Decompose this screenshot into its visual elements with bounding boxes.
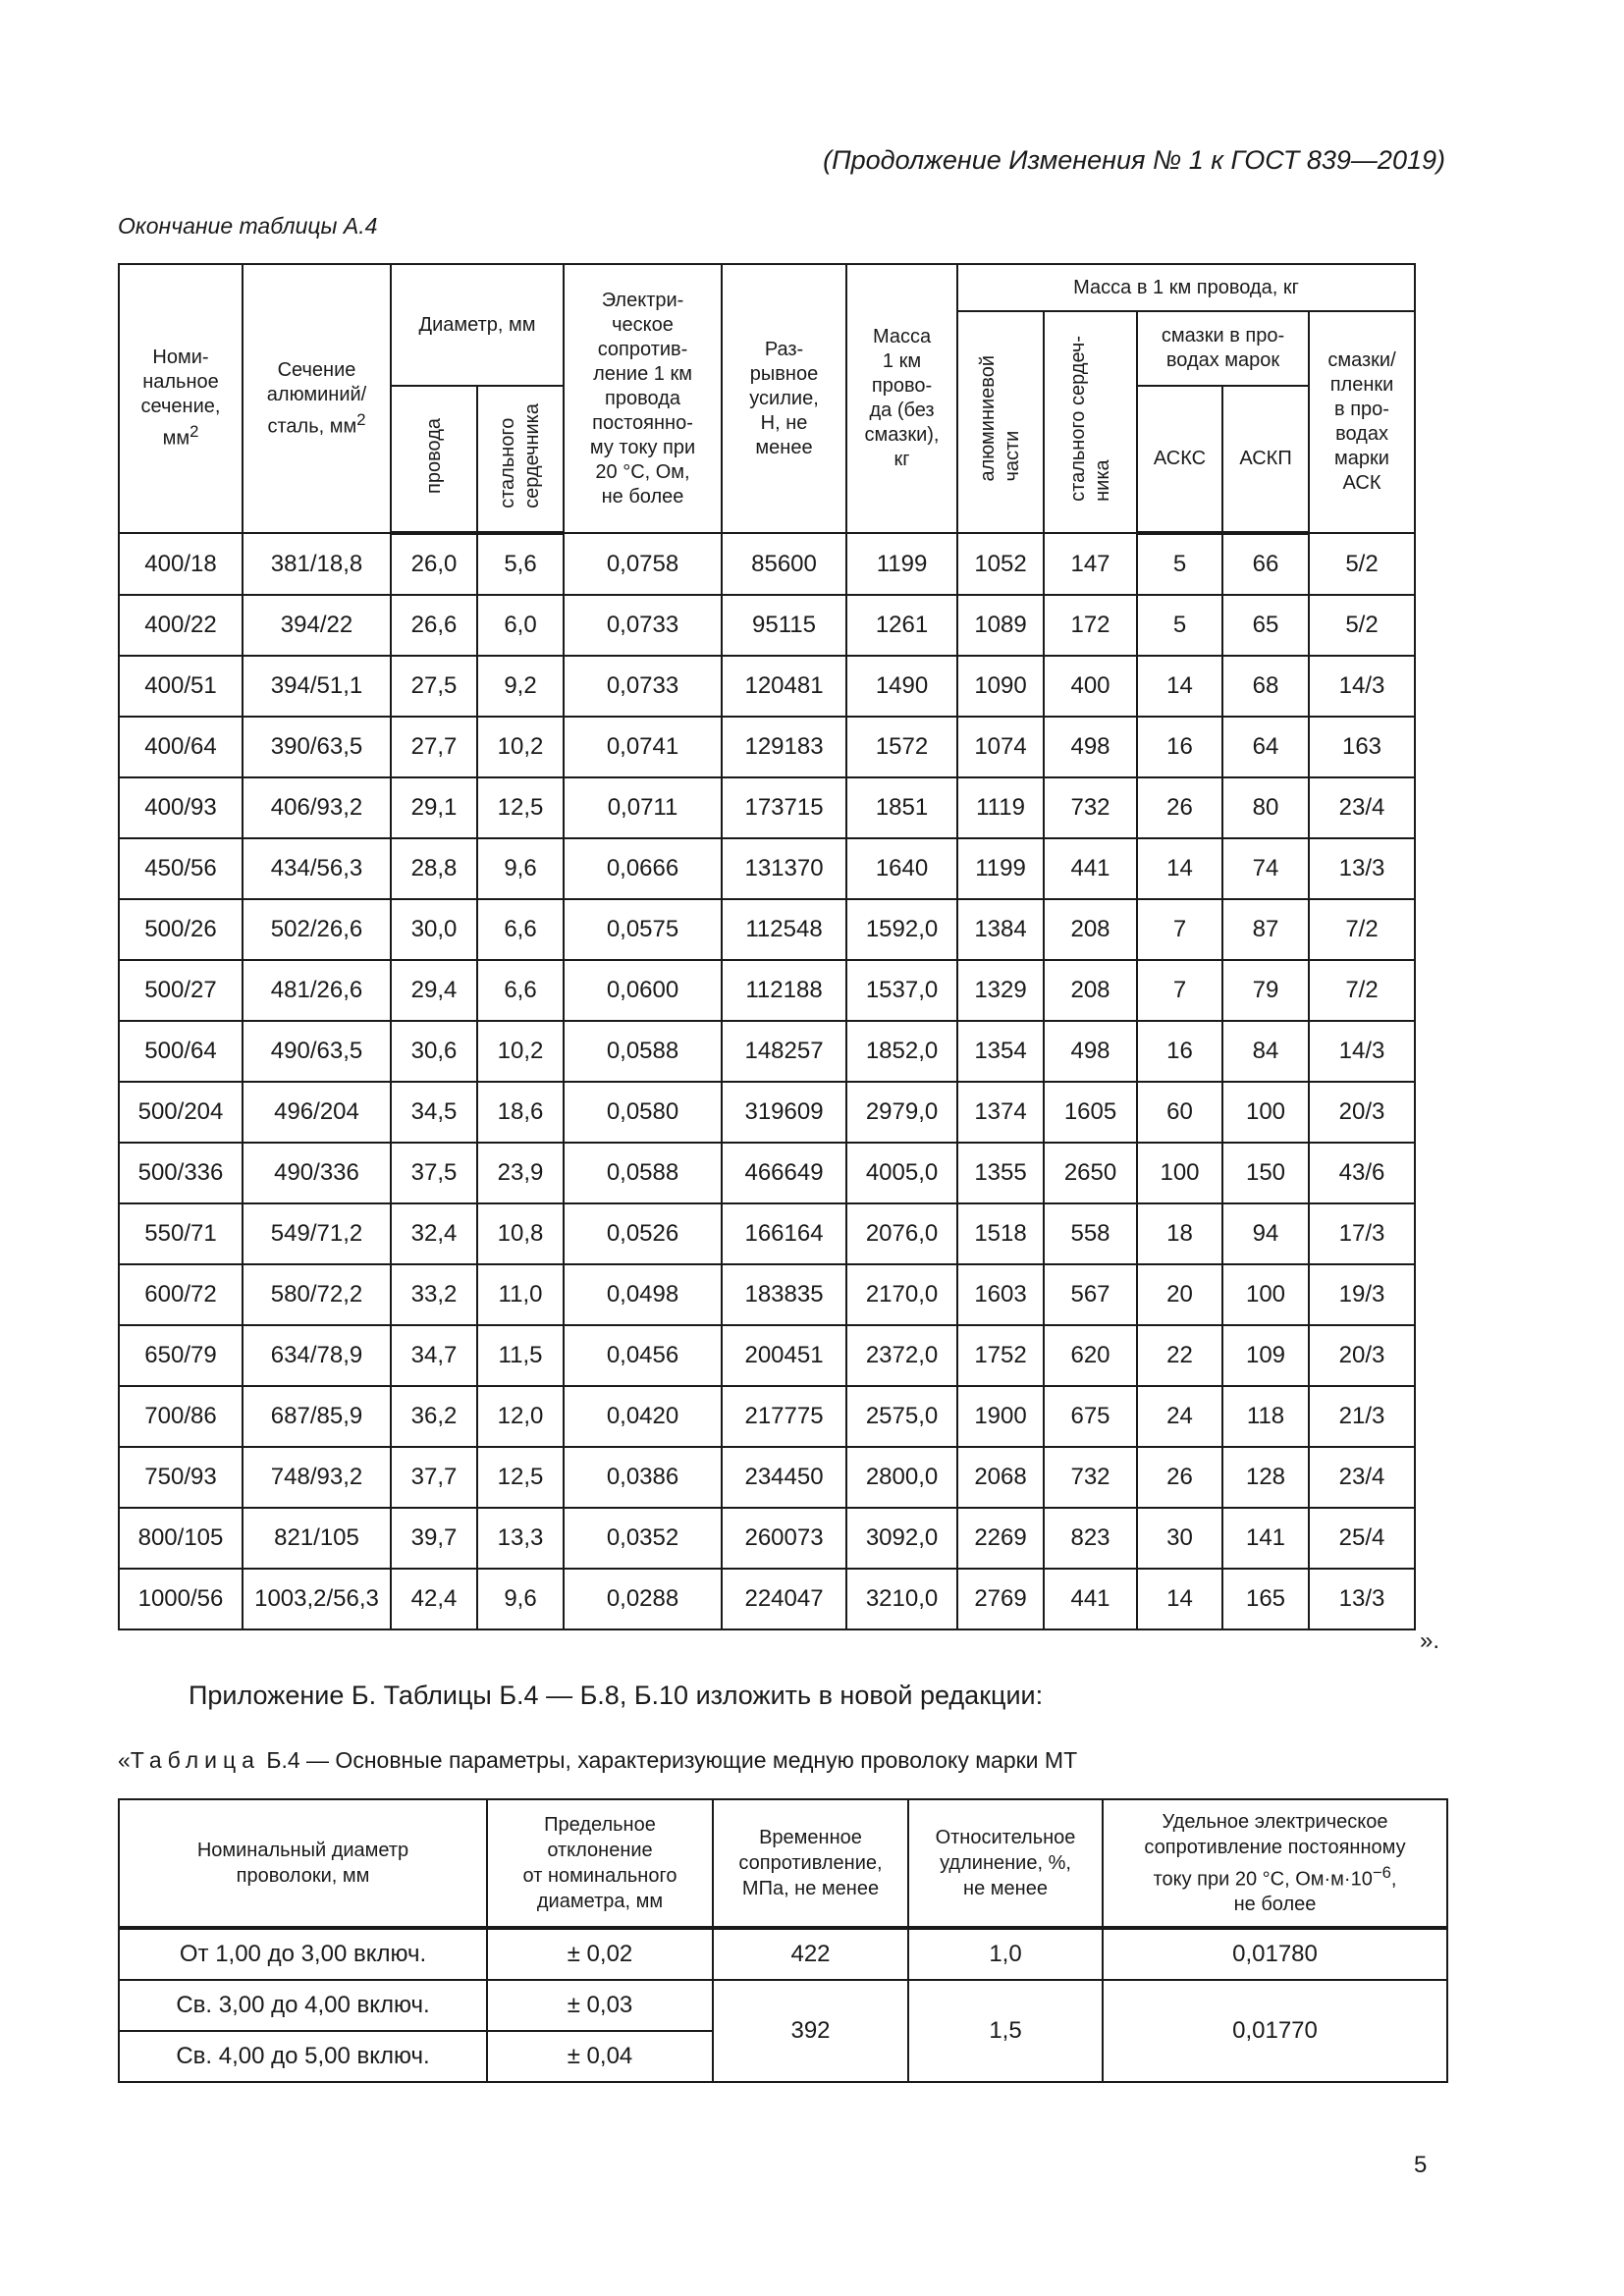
table-row <box>119 838 1415 899</box>
cell-nominal-section: 750/93 <box>119 1447 243 1508</box>
cell-mass-steel: 147 <box>1044 533 1137 595</box>
cell-nominal-section: 500/64 <box>119 1021 243 1082</box>
cell-diameter-wire: 27,7 <box>391 717 477 777</box>
cell-mass-steel: 558 <box>1044 1203 1137 1264</box>
header-grease-acks: АСКС <box>1137 386 1222 533</box>
cell-grease-acks: 5 <box>1137 533 1222 595</box>
cell-deviation: ± 0,02 <box>487 1928 713 1980</box>
cell-mass-steel: 567 <box>1044 1264 1137 1325</box>
cell-grease-acks: 16 <box>1137 1021 1222 1082</box>
cell-diameter-wire: 39,7 <box>391 1508 477 1569</box>
cell-mass-wire: 2979,0 <box>846 1082 957 1143</box>
cell-section: 634/78,9 <box>243 1325 391 1386</box>
cell-breaking-force: 129183 <box>722 717 846 777</box>
cell-diameter-core: 9,2 <box>477 656 564 717</box>
cell-nominal-section: 500/336 <box>119 1143 243 1203</box>
cell-mass-aluminium: 1900 <box>957 1386 1044 1447</box>
cell-mass-aluminium: 1603 <box>957 1264 1044 1325</box>
cell-mass-steel: 498 <box>1044 1021 1137 1082</box>
cell-section: 406/93,2 <box>243 777 391 838</box>
cell-resistance: 0,0575 <box>564 899 722 960</box>
cell-mass-aluminium: 1752 <box>957 1325 1044 1386</box>
header-mass-group: Масса в 1 км провода, кг <box>957 264 1415 311</box>
cell-mass-steel: 620 <box>1044 1325 1137 1386</box>
cell-resistance: 0,0386 <box>564 1447 722 1508</box>
cell-resistance: 0,0352 <box>564 1508 722 1569</box>
cell-mass-steel: 172 <box>1044 595 1137 656</box>
cell-diameter-wire: 30,6 <box>391 1021 477 1082</box>
cell-nominal-section: 400/93 <box>119 777 243 838</box>
table-row <box>119 960 1415 1021</box>
cell-elongation: 1,0 <box>908 1928 1103 1980</box>
header-elongation: Относительное удлинение, %, не менее <box>908 1799 1103 1928</box>
cell-section: 490/336 <box>243 1143 391 1203</box>
cell-mass-aluminium: 1089 <box>957 595 1044 656</box>
cell-diameter-core: 6,0 <box>477 595 564 656</box>
cell-diameter-core: 10,8 <box>477 1203 564 1264</box>
header-nominal-section: Номи- нальное сечение, $мм^2$ <box>119 264 243 533</box>
cell-mass-aluminium: 1355 <box>957 1143 1044 1203</box>
cell-grease-ackp: 84 <box>1222 1021 1309 1082</box>
header-diameter-wire: провода <box>391 386 477 533</box>
cell-diameter-wire: 36,2 <box>391 1386 477 1447</box>
cell-mass-aluminium: 1052 <box>957 533 1044 595</box>
cell-mass-aluminium: 1329 <box>957 960 1044 1021</box>
cell-nominal-section: 400/22 <box>119 595 243 656</box>
table-row <box>119 533 1415 595</box>
table-row <box>119 1325 1415 1386</box>
cell-tensile: 392 <box>713 1980 908 2082</box>
table-row <box>119 1264 1415 1325</box>
cell-grease-film-ack: 25/4 <box>1309 1508 1415 1569</box>
cell-diameter-core: 12,5 <box>477 777 564 838</box>
cell-section: 390/63,5 <box>243 717 391 777</box>
cell-diameter-core: 6,6 <box>477 960 564 1021</box>
cell-diameter: Св. 3,00 до 4,00 включ. <box>119 1980 487 2031</box>
cell-section: 1003,2/56,3 <box>243 1569 391 1629</box>
table-row <box>119 1508 1415 1569</box>
cell-nominal-section: 650/79 <box>119 1325 243 1386</box>
cell-grease-acks: 14 <box>1137 1569 1222 1629</box>
cell-breaking-force: 217775 <box>722 1386 846 1447</box>
cell-mass-wire: 1490 <box>846 656 957 717</box>
cell-grease-acks: 20 <box>1137 1264 1222 1325</box>
table-row <box>119 899 1415 960</box>
cell-mass-steel: 675 <box>1044 1386 1137 1447</box>
cell-mass-wire: 1537,0 <box>846 960 957 1021</box>
cell-resistance: 0,0498 <box>564 1264 722 1325</box>
cell-breaking-force: 166164 <box>722 1203 846 1264</box>
cell-grease-acks: 60 <box>1137 1082 1222 1143</box>
table-row <box>119 1928 1447 1980</box>
table-row <box>119 656 1415 717</box>
cell-nominal-section: 500/26 <box>119 899 243 960</box>
cell-grease-film-ack: 14/3 <box>1309 1021 1415 1082</box>
header-breaking-force: Раз- рывное усилие, Н, не менее <box>722 264 846 533</box>
table-b4 <box>118 1798 1448 2083</box>
cell-mass-aluminium: 2269 <box>957 1508 1044 1569</box>
cell-section: 381/18,8 <box>243 533 391 595</box>
cell-section: 821/105 <box>243 1508 391 1569</box>
cell-grease-film-ack: 13/3 <box>1309 1569 1415 1629</box>
cell-resistance: 0,0580 <box>564 1082 722 1143</box>
cell-grease-film-ack: 43/6 <box>1309 1143 1415 1203</box>
cell-grease-acks: 26 <box>1137 777 1222 838</box>
cell-grease-ackp: 118 <box>1222 1386 1309 1447</box>
cell-resistance: 0,0711 <box>564 777 722 838</box>
cell-grease-ackp: 100 <box>1222 1082 1309 1143</box>
running-head: (Продолжение Изменения № 1 к ГОСТ 839—2019) <box>823 145 1445 175</box>
cell-section: 549/71,2 <box>243 1203 391 1264</box>
cell-grease-ackp: 79 <box>1222 960 1309 1021</box>
cell-breaking-force: 173715 <box>722 777 846 838</box>
cell-mass-wire: 2575,0 <box>846 1386 957 1447</box>
cell-section: 502/26,6 <box>243 899 391 960</box>
cell-diameter-wire: 26,0 <box>391 533 477 595</box>
cell-section: 434/56,3 <box>243 838 391 899</box>
cell-diameter-wire: 42,4 <box>391 1569 477 1629</box>
cell-diameter-core: 23,9 <box>477 1143 564 1203</box>
cell-grease-ackp: 141 <box>1222 1508 1309 1569</box>
cell-mass-wire: 1592,0 <box>846 899 957 960</box>
cell-grease-acks: 16 <box>1137 717 1222 777</box>
cell-section: 394/51,1 <box>243 656 391 717</box>
cell-breaking-force: 224047 <box>722 1569 846 1629</box>
cell-diameter: От 1,00 до 3,00 включ. <box>119 1928 487 1980</box>
cell-mass-aluminium: 2068 <box>957 1447 1044 1508</box>
cell-section: 496/204 <box>243 1082 391 1143</box>
cell-diameter-wire: 34,5 <box>391 1082 477 1143</box>
header-grease-group: смазки в про- водах марок <box>1137 311 1309 386</box>
cell-breaking-force: 148257 <box>722 1021 846 1082</box>
cell-diameter-wire: 37,7 <box>391 1447 477 1508</box>
page-number: 5 <box>1414 2152 1428 2178</box>
cell-section: 748/93,2 <box>243 1447 391 1508</box>
cell-nominal-section: 550/71 <box>119 1203 243 1264</box>
cell-mass-steel: 498 <box>1044 717 1137 777</box>
cell-mass-steel: 1605 <box>1044 1082 1137 1143</box>
cell-breaking-force: 112188 <box>722 960 846 1021</box>
cell-grease-ackp: 64 <box>1222 717 1309 777</box>
cell-mass-wire: 1852,0 <box>846 1021 957 1082</box>
cell-mass-wire: 2170,0 <box>846 1264 957 1325</box>
cell-grease-ackp: 128 <box>1222 1447 1309 1508</box>
cell-nominal-section: 600/72 <box>119 1264 243 1325</box>
cell-section: 580/72,2 <box>243 1264 391 1325</box>
header-tensile-strength: Временное сопротивление, МПа, не менее <box>713 1799 908 1928</box>
cell-grease-acks: 14 <box>1137 838 1222 899</box>
cell-grease-acks: 100 <box>1137 1143 1222 1203</box>
cell-breaking-force: 95115 <box>722 595 846 656</box>
cell-mass-steel: 732 <box>1044 777 1137 838</box>
table-row <box>119 595 1415 656</box>
cell-diameter-wire: 27,5 <box>391 656 477 717</box>
cell-grease-ackp: 150 <box>1222 1143 1309 1203</box>
header-diameter: Диаметр, мм <box>391 264 564 386</box>
table-a4 <box>118 263 1416 1630</box>
cell-resistance: 0,0526 <box>564 1203 722 1264</box>
cell-breaking-force: 200451 <box>722 1325 846 1386</box>
table-row <box>119 1082 1415 1143</box>
cell-diameter-core: 6,6 <box>477 899 564 960</box>
cell-diameter-core: 18,6 <box>477 1082 564 1143</box>
cell-diameter-core: 5,6 <box>477 533 564 595</box>
cell-breaking-force: 234450 <box>722 1447 846 1508</box>
cell-nominal-section: 400/64 <box>119 717 243 777</box>
cell-grease-film-ack: 23/4 <box>1309 777 1415 838</box>
cell-mass-wire: 1572 <box>846 717 957 777</box>
cell-grease-ackp: 100 <box>1222 1264 1309 1325</box>
header-deviation: Предельное отклонение от номинального диаметра, мм <box>487 1799 713 1928</box>
cell-resistance: 0,0420 <box>564 1386 722 1447</box>
cell-resistance: 0,0758 <box>564 533 722 595</box>
cell-grease-acks: 7 <box>1137 899 1222 960</box>
cell-breaking-force: 319609 <box>722 1082 846 1143</box>
cell-section: 394/22 <box>243 595 391 656</box>
cell-mass-aluminium: 2769 <box>957 1569 1044 1629</box>
cell-mass-wire: 1851 <box>846 777 957 838</box>
cell-nominal-section: 1000/56 <box>119 1569 243 1629</box>
table-label: Таблица <box>130 1747 260 1773</box>
cell-diameter-wire: 30,0 <box>391 899 477 960</box>
cell-grease-acks: 5 <box>1137 595 1222 656</box>
cell-mass-wire: 3210,0 <box>846 1569 957 1629</box>
cell-grease-ackp: 165 <box>1222 1569 1309 1629</box>
header-section-al-steel: Сечение алюминий/ сталь, $мм^2$ <box>243 264 391 533</box>
cell-grease-film-ack: 21/3 <box>1309 1386 1415 1447</box>
cell-nominal-section: 500/27 <box>119 960 243 1021</box>
cell-grease-ackp: 109 <box>1222 1325 1309 1386</box>
cell-breaking-force: 120481 <box>722 656 846 717</box>
table-row <box>119 1386 1415 1447</box>
cell-resistance: 0,0288 <box>564 1569 722 1629</box>
cell-breaking-force: 131370 <box>722 838 846 899</box>
table-a4-body <box>119 533 1415 1629</box>
cell-grease-acks: 14 <box>1137 656 1222 717</box>
cell-diameter-wire: 32,4 <box>391 1203 477 1264</box>
cell-resistivity: 0,01780 <box>1103 1928 1447 1980</box>
cell-resistance: 0,0588 <box>564 1021 722 1082</box>
cell-diameter-core: 12,0 <box>477 1386 564 1447</box>
header-mass-steel: стального сердеч- ника <box>1044 311 1137 533</box>
cell-grease-acks: 7 <box>1137 960 1222 1021</box>
cell-resistance: 0,0456 <box>564 1325 722 1386</box>
table-row <box>119 777 1415 838</box>
cell-mass-aluminium: 1119 <box>957 777 1044 838</box>
cell-nominal-section: 500/204 <box>119 1082 243 1143</box>
cell-grease-film-ack: 14/3 <box>1309 656 1415 717</box>
table-row <box>119 1021 1415 1082</box>
cell-section: 687/85,9 <box>243 1386 391 1447</box>
header-mass-wire: Масса 1 км прово- да (без смазки), кг <box>846 264 957 533</box>
cell-mass-steel: 2650 <box>1044 1143 1137 1203</box>
table-row <box>119 1203 1415 1264</box>
cell-mass-wire: 1199 <box>846 533 957 595</box>
cell-diameter-core: 9,6 <box>477 1569 564 1629</box>
cell-grease-film-ack: 5/2 <box>1309 595 1415 656</box>
cell-grease-film-ack: 13/3 <box>1309 838 1415 899</box>
cell-resistance: 0,0666 <box>564 838 722 899</box>
cell-diameter-wire: 29,4 <box>391 960 477 1021</box>
cell-grease-film-ack: 5/2 <box>1309 533 1415 595</box>
cell-deviation: ± 0,04 <box>487 2031 713 2082</box>
cell-mass-aluminium: 1090 <box>957 656 1044 717</box>
cell-diameter-core: 11,0 <box>477 1264 564 1325</box>
cell-grease-film-ack: 7/2 <box>1309 899 1415 960</box>
cell-diameter-wire: 26,6 <box>391 595 477 656</box>
cell-grease-acks: 22 <box>1137 1325 1222 1386</box>
cell-grease-ackp: 74 <box>1222 838 1309 899</box>
cell-mass-wire: 1261 <box>846 595 957 656</box>
cell-grease-ackp: 65 <box>1222 595 1309 656</box>
cell-grease-film-ack: 20/3 <box>1309 1082 1415 1143</box>
cell-mass-aluminium: 1354 <box>957 1021 1044 1082</box>
cell-breaking-force: 466649 <box>722 1143 846 1203</box>
cell-mass-wire: 2372,0 <box>846 1325 957 1386</box>
cell-diameter-wire: 34,7 <box>391 1325 477 1386</box>
cell-diameter-wire: 28,8 <box>391 838 477 899</box>
cell-diameter-wire: 37,5 <box>391 1143 477 1203</box>
header-diameter-core: стального сердечника <box>477 386 564 533</box>
cell-resistance: 0,0733 <box>564 656 722 717</box>
cell-resistance: 0,0600 <box>564 960 722 1021</box>
table-row <box>119 717 1415 777</box>
cell-breaking-force: 112548 <box>722 899 846 960</box>
closing-quote-mark: ». <box>1420 1628 1440 1654</box>
cell-resistance: 0,0588 <box>564 1143 722 1203</box>
table-row <box>119 1980 1447 2031</box>
cell-mass-steel: 441 <box>1044 838 1137 899</box>
cell-grease-film-ack: 19/3 <box>1309 1264 1415 1325</box>
cell-grease-ackp: 66 <box>1222 533 1309 595</box>
cell-diameter-core: 10,2 <box>477 1021 564 1082</box>
cell-section: 490/63,5 <box>243 1021 391 1082</box>
cell-mass-wire: 4005,0 <box>846 1143 957 1203</box>
cell-mass-steel: 208 <box>1044 960 1137 1021</box>
header-mass-aluminium: алюминиевой части <box>957 311 1044 533</box>
cell-mass-wire: 2076,0 <box>846 1203 957 1264</box>
table-b4-caption: «Таблица Б.4 — Основные параметры, характеризующие медную проволоку марки МТ <box>118 1747 1078 1773</box>
cell-resistivity: 0,01770 <box>1103 1980 1447 2082</box>
cell-grease-ackp: 94 <box>1222 1203 1309 1264</box>
cell-diameter: Св. 4,00 до 5,00 включ. <box>119 2031 487 2082</box>
cell-breaking-force: 183835 <box>722 1264 846 1325</box>
cell-diameter-core: 10,2 <box>477 717 564 777</box>
cell-grease-film-ack: 7/2 <box>1309 960 1415 1021</box>
cell-diameter-core: 9,6 <box>477 838 564 899</box>
cell-grease-film-ack: 163 <box>1309 717 1415 777</box>
cell-mass-steel: 823 <box>1044 1508 1137 1569</box>
table-row <box>119 1143 1415 1203</box>
cell-deviation: ± 0,03 <box>487 1980 713 2031</box>
cell-grease-acks: 26 <box>1137 1447 1222 1508</box>
cell-mass-wire: 1640 <box>846 838 957 899</box>
cell-mass-aluminium: 1518 <box>957 1203 1044 1264</box>
cell-breaking-force: 85600 <box>722 533 846 595</box>
cell-mass-wire: 2800,0 <box>846 1447 957 1508</box>
cell-nominal-section: 450/56 <box>119 838 243 899</box>
cell-diameter-core: 13,3 <box>477 1508 564 1569</box>
cell-mass-steel: 208 <box>1044 899 1137 960</box>
cell-resistance: 0,0733 <box>564 595 722 656</box>
cell-grease-film-ack: 17/3 <box>1309 1203 1415 1264</box>
cell-grease-film-ack: 23/4 <box>1309 1447 1415 1508</box>
cell-elongation: 1,5 <box>908 1980 1103 2082</box>
header-diameter: Номинальный диаметр проволоки, мм <box>119 1799 487 1928</box>
cell-grease-ackp: 68 <box>1222 656 1309 717</box>
cell-nominal-section: 800/105 <box>119 1508 243 1569</box>
cell-diameter-core: 12,5 <box>477 1447 564 1508</box>
table-caption: Окончание таблицы А.4 <box>118 213 378 239</box>
cell-nominal-section: 400/51 <box>119 656 243 717</box>
cell-grease-ackp: 80 <box>1222 777 1309 838</box>
cell-mass-aluminium: 1199 <box>957 838 1044 899</box>
table-row <box>119 1569 1415 1629</box>
cell-mass-steel: 400 <box>1044 656 1137 717</box>
cell-nominal-section: 700/86 <box>119 1386 243 1447</box>
cell-tensile: 422 <box>713 1928 908 1980</box>
cell-diameter-wire: 29,1 <box>391 777 477 838</box>
header-resistance: Электри- ческое сопротив- ление 1 км провода постоянно- му току при 20 °С, Ом, не более <box>564 264 722 533</box>
header-resistivity: Удельное электрическое сопротивление постоянному току при 20 °С, $Ом\cdot м\cdot 10^{-6}$, не более <box>1103 1799 1447 1928</box>
cell-breaking-force: 260073 <box>722 1508 846 1569</box>
cell-mass-wire: 3092,0 <box>846 1508 957 1569</box>
cell-diameter-core: 11,5 <box>477 1325 564 1386</box>
cell-mass-steel: 732 <box>1044 1447 1137 1508</box>
table-row <box>119 1447 1415 1508</box>
appendix-b-instruction: Приложение Б. Таблицы Б.4 — Б.8, Б.10 изложить в новой редакции: <box>189 1681 1044 1710</box>
cell-grease-acks: 30 <box>1137 1508 1222 1569</box>
cell-nominal-section: 400/18 <box>119 533 243 595</box>
cell-mass-steel: 441 <box>1044 1569 1137 1629</box>
cell-diameter-wire: 33,2 <box>391 1264 477 1325</box>
cell-grease-acks: 24 <box>1137 1386 1222 1447</box>
cell-mass-aluminium: 1384 <box>957 899 1044 960</box>
cell-grease-ackp: 87 <box>1222 899 1309 960</box>
cell-mass-aluminium: 1374 <box>957 1082 1044 1143</box>
cell-grease-film-ack: 20/3 <box>1309 1325 1415 1386</box>
cell-resistance: 0,0741 <box>564 717 722 777</box>
header-grease-ackp: АСКП <box>1222 386 1309 533</box>
cell-grease-acks: 18 <box>1137 1203 1222 1264</box>
cell-section: 481/26,6 <box>243 960 391 1021</box>
cell-mass-aluminium: 1074 <box>957 717 1044 777</box>
header-grease-film-ack: смазки/ пленки в про- водах марки АСК <box>1309 311 1415 533</box>
